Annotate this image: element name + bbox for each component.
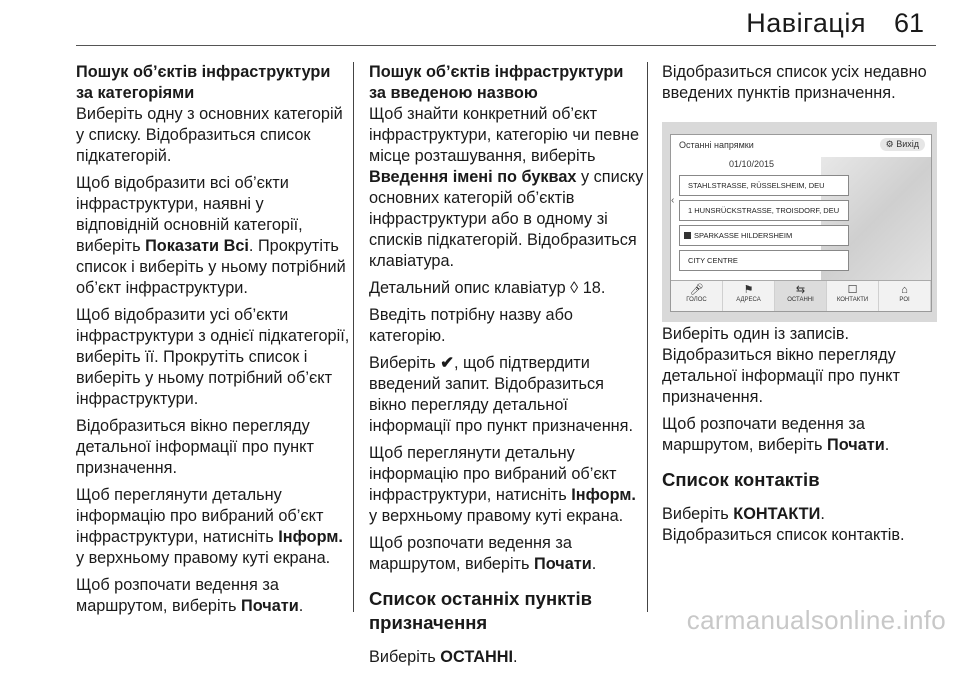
list-item[interactable]: 1 HUNSRÜCKSTRASSE, TROISDORF, DEU bbox=[679, 200, 849, 221]
column-divider bbox=[353, 62, 354, 612]
paragraph: Виберіть один із записів. Відобразиться вікно перегляду детальної інформації про пункт призначення. bbox=[662, 325, 900, 406]
column-1 bbox=[76, 62, 351, 623]
exit-button[interactable]: ⚙ Вихід bbox=[880, 138, 925, 151]
microphone-icon: 🎤︎ bbox=[689, 284, 704, 296]
paragraph: Введіть потрібну назву або категорію. bbox=[369, 306, 573, 345]
ui-term: КОНТАКТИ bbox=[733, 505, 821, 523]
watermark: carmanualsonline.info bbox=[686, 605, 946, 635]
paragraph: Щоб відобразити усі об’єкти інфраструктури з однієї підкатегорії, виберіть її. Прокрутіть список і виберіть у ньому потрібний об’єкт інфраструктури. bbox=[76, 306, 350, 408]
screen-title: Останні напрямки bbox=[679, 140, 754, 150]
tab-voice[interactable]: 🎤︎ ГОЛОС bbox=[671, 281, 723, 311]
ui-term: Показати Всі bbox=[145, 237, 249, 255]
paragraph: Щоб розпочати ведення за маршрутом, виберіть Почати. bbox=[662, 415, 890, 454]
section-heading-category-search: Пошук об’єктів інфраструктури за категоріями bbox=[76, 63, 331, 102]
paragraph: Відобразиться список контактів. bbox=[662, 526, 905, 544]
paragraph: Виберіть КОНТАКТИ. bbox=[662, 505, 825, 523]
column-2 bbox=[369, 62, 644, 674]
ui-term: Почати bbox=[534, 555, 592, 573]
date-label: 01/10/2015 bbox=[729, 159, 775, 169]
paragraph: Щоб переглянути детальну інформацію про вибраний об’єкт інфраструктури, натисніть Інформ. у верхньому правому куті екрана. bbox=[369, 444, 636, 525]
ui-term: Введення імені по буквах bbox=[369, 168, 577, 186]
paragraph: Відобразиться список усіх недавно введених пунктів призначення. bbox=[662, 63, 927, 102]
ui-term: Інформ. bbox=[571, 486, 636, 504]
signpost-icon: ⇆ bbox=[795, 284, 806, 296]
ui-term: Почати bbox=[827, 436, 885, 454]
paragraph: Щоб відобразити всі об’єкти інфраструктури, наявні у відповідній основній категорії, виберіть Показати Всі. Прокрутіть список і виберіть у ньому потрібний об’єкт інфраструктури. bbox=[76, 174, 346, 297]
page-number: 61 bbox=[893, 8, 924, 38]
paragraph: Щоб переглянути детальну інформацію про вибраний об’єкт інфраструктури, натисніть Інформ. у верхньому правому куті екрана. bbox=[76, 486, 343, 567]
paragraph: Відобразиться вікно перегляду детальної інформації про пункт призначення. bbox=[76, 417, 314, 477]
checkmark-icon: ✔ bbox=[440, 354, 454, 372]
gear-icon: ⚙ bbox=[885, 139, 894, 149]
section-heading-recent-destinations: Список останніх пунктів призначення bbox=[369, 588, 592, 633]
infotainment-screen bbox=[670, 134, 932, 312]
paragraph: Виберіть ОСТАННІ. bbox=[369, 648, 518, 666]
tab-contacts[interactable]: ☐ КОНТАКТИ bbox=[827, 281, 879, 311]
back-arrow-icon[interactable]: ‹ bbox=[671, 195, 675, 206]
screenshot-figure bbox=[662, 122, 937, 322]
page-title: Навігація bbox=[746, 8, 866, 38]
paragraph: Виберіть одну з основних категорій у списку. Відобразиться список підкатегорій. bbox=[76, 105, 343, 165]
paragraph: Детальний опис клавіатур ◊ 18. bbox=[369, 279, 606, 297]
tab-address[interactable]: ⚑ АДРЕСА bbox=[723, 281, 775, 311]
ui-term: Інформ. bbox=[278, 528, 343, 546]
contacts-icon: ☐ bbox=[847, 284, 858, 296]
paragraph: Виберіть ✔, щоб підтвердити введений запит. Відобразиться вікно перегляду детальної інформації про пункт призначення. bbox=[369, 354, 634, 435]
flag-icon: ⚑ bbox=[743, 284, 754, 296]
ui-term: Почати bbox=[241, 597, 299, 615]
section-heading-contacts: Список контактів bbox=[662, 469, 820, 490]
paragraph: Щоб розпочати ведення за маршрутом, виберіть Почати. bbox=[76, 576, 304, 615]
list-item[interactable]: STAHLSTRASSE, RÜSSELSHEIM, DEU bbox=[679, 175, 849, 196]
poi-icon bbox=[684, 232, 691, 239]
ui-term: ОСТАННІ bbox=[440, 648, 514, 666]
column-divider bbox=[647, 62, 648, 612]
poi-icon: ⌂ bbox=[901, 284, 908, 296]
screen-toolbar bbox=[671, 280, 931, 311]
header-rule bbox=[76, 45, 936, 46]
list-item[interactable]: CITY CENTRE bbox=[679, 250, 849, 271]
section-heading-name-search: Пошук об’єктів інфраструктури за введеною назвою bbox=[369, 63, 624, 102]
paragraph: Щоб розпочати ведення за маршрутом, виберіть Почати. bbox=[369, 534, 597, 573]
paragraph: Щоб знайти конкретний об’єкт інфраструктури, категорію чи певне місце розташування, виберіть Введення імені по буквах у списку основних категорій об’єктів інфраструктури або в одному зі списків підкатегорій. Відобразиться клавіатура. bbox=[369, 105, 644, 270]
recent-destinations-list bbox=[679, 175, 849, 275]
tab-poi[interactable]: ⌂ POI bbox=[879, 281, 931, 311]
list-item[interactable]: SPARKASSE HILDERSHEIM bbox=[679, 225, 849, 246]
tab-recent[interactable]: ⇆ ОСТАННІ bbox=[775, 281, 827, 311]
